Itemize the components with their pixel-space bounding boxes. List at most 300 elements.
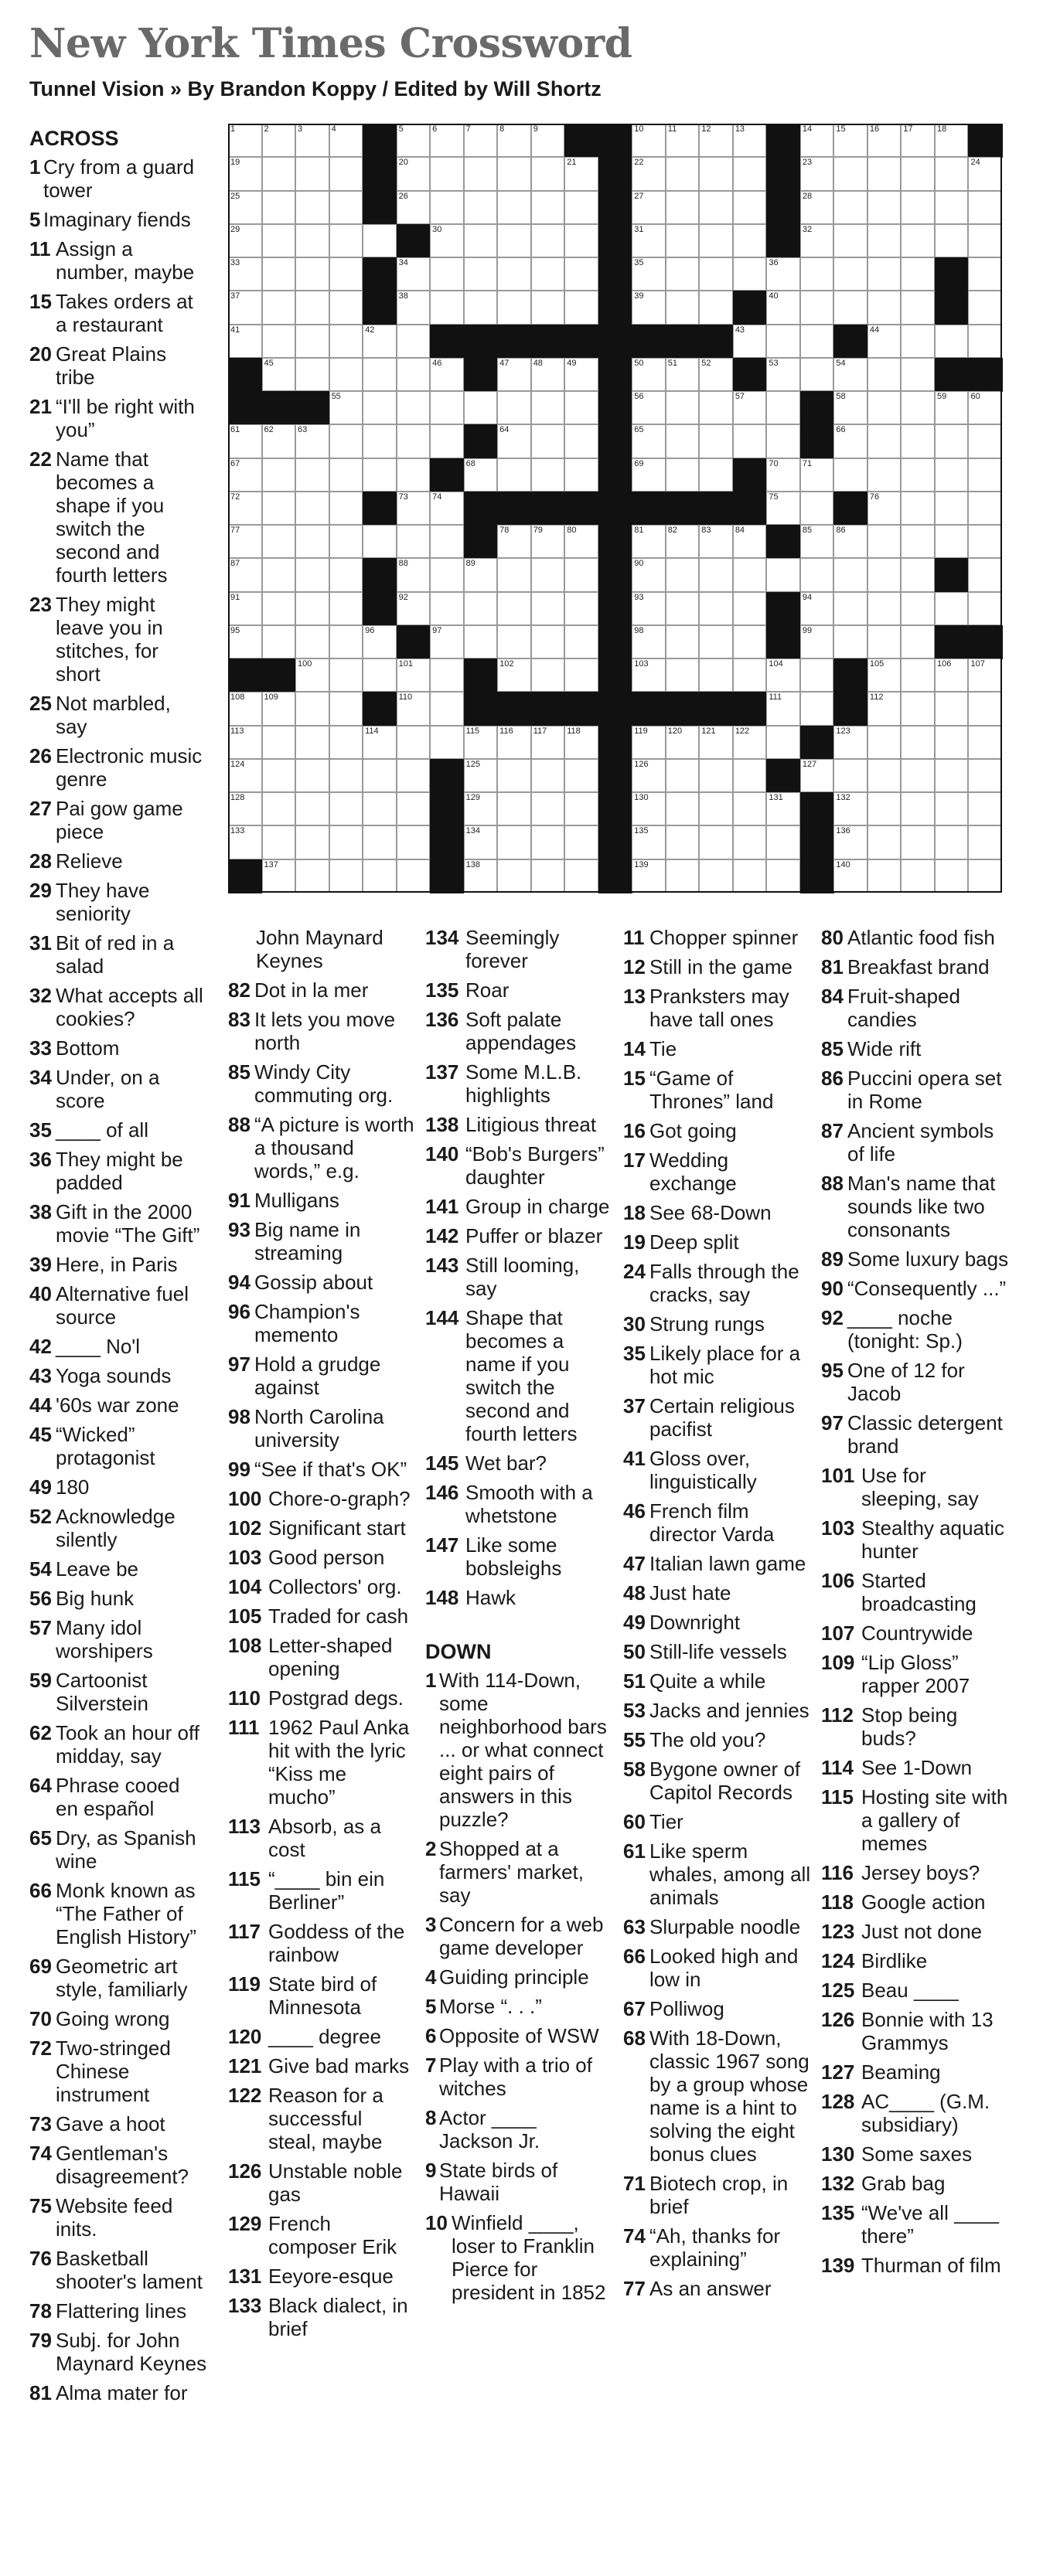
grid-cell[interactable]	[733, 625, 767, 658]
grid-cell[interactable]	[833, 358, 867, 391]
grid-cell[interactable]	[733, 525, 767, 558]
grid-cell[interactable]	[228, 257, 262, 291]
grid-cell[interactable]	[666, 726, 700, 759]
clue-item[interactable]	[228, 2294, 415, 2340]
grid-cell[interactable]	[363, 726, 397, 759]
grid-cell[interactable]	[901, 726, 935, 759]
grid-cell[interactable]	[766, 692, 800, 725]
grid-cell[interactable]	[800, 692, 834, 725]
grid-cell[interactable]	[531, 859, 565, 893]
grid-cell[interactable]	[262, 558, 296, 591]
grid-cell[interactable]	[901, 424, 935, 458]
clue-item[interactable]	[228, 1686, 415, 1710]
clue-item[interactable]	[29, 1036, 207, 1060]
clue-item[interactable]	[821, 1172, 1011, 1241]
grid-cell[interactable]	[329, 525, 363, 558]
clue-item[interactable]	[425, 1113, 611, 1136]
grid-cell[interactable]	[666, 291, 700, 324]
grid-cell[interactable]	[935, 726, 969, 759]
clue-item[interactable]	[425, 2054, 611, 2100]
clue-item[interactable]	[821, 1949, 1011, 1972]
grid-cell[interactable]	[531, 257, 565, 291]
clue-item[interactable]	[228, 1008, 415, 1054]
grid-cell[interactable]	[564, 291, 598, 324]
grid-cell[interactable]	[968, 726, 1002, 759]
grid-cell[interactable]	[363, 458, 397, 492]
grid-cell[interactable]	[430, 726, 464, 759]
clue-item[interactable]	[228, 1487, 415, 1510]
clue-item[interactable]	[425, 1306, 611, 1445]
clue-item[interactable]	[29, 744, 207, 791]
grid-cell[interactable]	[968, 391, 1002, 424]
clue-item[interactable]	[425, 926, 611, 972]
grid-cell[interactable]	[632, 825, 666, 859]
grid-cell[interactable]	[262, 291, 296, 324]
grid-cell[interactable]	[329, 191, 363, 224]
clue-item[interactable]	[623, 1447, 813, 1493]
grid-cell[interactable]	[833, 157, 867, 190]
grid-cell[interactable]	[228, 458, 262, 492]
grid-cell[interactable]	[666, 592, 700, 625]
clue-item[interactable]	[821, 1277, 1011, 1300]
clue-item[interactable]	[29, 1721, 207, 1768]
grid-cell[interactable]	[800, 458, 834, 492]
grid-cell[interactable]	[262, 859, 296, 893]
grid-cell[interactable]	[295, 492, 329, 525]
grid-cell[interactable]	[464, 825, 498, 859]
grid-cell[interactable]	[733, 224, 767, 257]
clue-item[interactable]	[623, 1581, 813, 1604]
grid-cell[interactable]	[733, 191, 767, 224]
clue-item[interactable]	[425, 1995, 611, 2018]
clue-item[interactable]	[228, 1405, 415, 1451]
clue-item[interactable]	[29, 984, 207, 1030]
grid-cell[interactable]	[262, 257, 296, 291]
grid-cell[interactable]	[262, 191, 296, 224]
grid-cell[interactable]	[262, 726, 296, 759]
grid-cell[interactable]	[800, 325, 834, 358]
clue-item[interactable]	[228, 1516, 415, 1540]
grid-cell[interactable]	[531, 792, 565, 825]
clue-item[interactable]	[29, 1148, 207, 1194]
grid-cell[interactable]	[867, 792, 902, 825]
grid-cell[interactable]	[531, 658, 565, 692]
grid-cell[interactable]	[766, 325, 800, 358]
grid-cell[interactable]	[968, 325, 1002, 358]
grid-cell[interactable]	[699, 124, 733, 157]
grid-cell[interactable]	[531, 358, 565, 391]
clue-item[interactable]	[228, 2159, 415, 2206]
clue-item[interactable]	[623, 1945, 813, 1991]
grid-cell[interactable]	[833, 458, 867, 492]
clue-item[interactable]	[425, 2024, 611, 2047]
clue-item[interactable]	[29, 2142, 207, 2188]
clue-item[interactable]	[29, 2007, 207, 2030]
grid-cell[interactable]	[901, 658, 935, 692]
grid-cell[interactable]	[430, 257, 464, 291]
clue-item[interactable]	[821, 1516, 1011, 1563]
grid-cell[interactable]	[531, 825, 565, 859]
clue-item[interactable]	[821, 1464, 1011, 1510]
clue-item[interactable]	[425, 1837, 611, 1907]
grid-cell[interactable]	[699, 558, 733, 591]
grid-cell[interactable]	[935, 157, 969, 190]
clue-item[interactable]	[821, 1979, 1011, 2002]
grid-cell[interactable]	[666, 257, 700, 291]
clue-item[interactable]	[623, 1669, 813, 1693]
grid-cell[interactable]	[564, 424, 598, 458]
clue-item[interactable]	[425, 978, 611, 1002]
grid-cell[interactable]	[766, 792, 800, 825]
grid-cell[interactable]	[699, 358, 733, 391]
clue-item[interactable]	[29, 1423, 207, 1469]
grid-cell[interactable]	[935, 825, 969, 859]
grid-cell[interactable]	[800, 525, 834, 558]
grid-cell[interactable]	[901, 157, 935, 190]
clue-item[interactable]	[29, 1879, 207, 1948]
grid-cell[interactable]	[430, 658, 464, 692]
clue-item[interactable]	[29, 1587, 207, 1610]
clue-item[interactable]	[623, 955, 813, 978]
grid-cell[interactable]	[632, 558, 666, 591]
clue-item[interactable]	[29, 692, 207, 738]
grid-cell[interactable]	[867, 291, 902, 324]
grid-cell[interactable]	[295, 692, 329, 725]
grid-cell[interactable]	[564, 658, 598, 692]
grid-cell[interactable]	[329, 458, 363, 492]
clue-item[interactable]	[228, 1353, 415, 1399]
clue-item[interactable]	[623, 1640, 813, 1663]
grid-cell[interactable]	[262, 358, 296, 391]
grid-cell[interactable]	[397, 124, 431, 157]
clue-item[interactable]	[29, 1669, 207, 1715]
grid-cell[interactable]	[397, 592, 431, 625]
grid-cell[interactable]	[901, 692, 935, 725]
grid-cell[interactable]	[632, 859, 666, 893]
grid-cell[interactable]	[295, 291, 329, 324]
grid-cell[interactable]	[733, 825, 767, 859]
grid-cell[interactable]	[497, 726, 531, 759]
clue-item[interactable]	[228, 1271, 415, 1294]
grid-cell[interactable]	[497, 391, 531, 424]
grid-cell[interactable]	[800, 558, 834, 591]
grid-cell[interactable]	[666, 558, 700, 591]
grid-cell[interactable]	[632, 391, 666, 424]
clue-item[interactable]	[821, 1569, 1011, 1615]
grid-cell[interactable]	[531, 759, 565, 792]
clue-item[interactable]	[623, 1810, 813, 1833]
grid-cell[interactable]	[733, 792, 767, 825]
clue-item[interactable]	[821, 1359, 1011, 1405]
grid-cell[interactable]	[766, 291, 800, 324]
grid-cell[interactable]	[968, 424, 1002, 458]
grid-cell[interactable]	[632, 792, 666, 825]
grid-cell[interactable]	[935, 224, 969, 257]
grid-cell[interactable]	[497, 859, 531, 893]
grid-cell[interactable]	[666, 759, 700, 792]
clue-item[interactable]	[29, 1616, 207, 1662]
grid-cell[interactable]	[935, 759, 969, 792]
clue-item[interactable]	[29, 2037, 207, 2106]
grid-cell[interactable]	[397, 658, 431, 692]
clue-item[interactable]	[29, 1955, 207, 2001]
grid-cell[interactable]	[329, 658, 363, 692]
grid-cell[interactable]	[295, 257, 329, 291]
grid-cell[interactable]	[733, 759, 767, 792]
clue-item[interactable]	[228, 2212, 415, 2258]
grid-cell[interactable]	[833, 558, 867, 591]
clue-item[interactable]	[821, 1247, 1011, 1271]
grid-cell[interactable]	[867, 257, 902, 291]
grid-cell[interactable]	[531, 424, 565, 458]
clue-item[interactable]	[29, 1364, 207, 1387]
grid-cell[interactable]	[766, 257, 800, 291]
grid-cell[interactable]	[531, 592, 565, 625]
grid-cell[interactable]	[699, 424, 733, 458]
grid-cell[interactable]	[901, 625, 935, 658]
grid-cell[interactable]	[833, 525, 867, 558]
clue-item[interactable]	[821, 985, 1011, 1031]
grid-cell[interactable]	[867, 391, 902, 424]
grid-cell[interactable]	[464, 726, 498, 759]
grid-cell[interactable]	[699, 257, 733, 291]
grid-cell[interactable]	[867, 825, 902, 859]
grid-cell[interactable]	[666, 825, 700, 859]
grid-cell[interactable]	[968, 492, 1002, 525]
grid-cell[interactable]	[833, 191, 867, 224]
clue-item[interactable]	[228, 2084, 415, 2153]
clue-item[interactable]	[29, 879, 207, 925]
grid-cell[interactable]	[968, 224, 1002, 257]
grid-cell[interactable]	[430, 558, 464, 591]
grid-cell[interactable]	[867, 157, 902, 190]
grid-cell[interactable]	[464, 391, 498, 424]
grid-cell[interactable]	[329, 558, 363, 591]
grid-cell[interactable]	[800, 157, 834, 190]
grid-cell[interactable]	[295, 191, 329, 224]
clue-item[interactable]	[623, 1230, 813, 1254]
grid-cell[interactable]	[867, 325, 902, 358]
clue-item[interactable]	[228, 1716, 415, 1809]
grid-cell[interactable]	[295, 358, 329, 391]
grid-cell[interactable]	[430, 424, 464, 458]
grid-cell[interactable]	[833, 424, 867, 458]
grid-cell[interactable]	[699, 191, 733, 224]
grid-cell[interactable]	[262, 692, 296, 725]
grid-cell[interactable]	[632, 592, 666, 625]
grid-cell[interactable]	[901, 859, 935, 893]
grid-cell[interactable]	[699, 726, 733, 759]
grid-cell[interactable]	[329, 358, 363, 391]
clue-item[interactable]	[29, 931, 207, 978]
grid-cell[interactable]	[901, 492, 935, 525]
grid-cell[interactable]	[833, 257, 867, 291]
clue-item[interactable]	[29, 1505, 207, 1551]
grid-cell[interactable]	[295, 726, 329, 759]
grid-cell[interactable]	[464, 759, 498, 792]
grid-cell[interactable]	[564, 592, 598, 625]
grid-cell[interactable]	[867, 424, 902, 458]
grid-cell[interactable]	[397, 424, 431, 458]
clue-item[interactable]	[29, 1826, 207, 1873]
grid-cell[interactable]	[800, 759, 834, 792]
grid-cell[interactable]	[666, 658, 700, 692]
clue-item[interactable]	[623, 1499, 813, 1546]
grid-cell[interactable]	[632, 291, 666, 324]
grid-cell[interactable]	[800, 291, 834, 324]
clue-item[interactable]	[425, 1195, 611, 1218]
clue-item[interactable]	[425, 2211, 611, 2304]
clue-item[interactable]	[623, 2172, 813, 2218]
clue-item[interactable]	[425, 1533, 611, 1580]
clue-item[interactable]	[228, 1575, 415, 1598]
grid-cell[interactable]	[228, 325, 262, 358]
clue-item[interactable]	[623, 1839, 813, 1909]
clue-item[interactable]	[623, 1037, 813, 1060]
grid-cell[interactable]	[833, 825, 867, 859]
grid-cell[interactable]	[228, 726, 262, 759]
grid-cell[interactable]	[397, 859, 431, 893]
grid-cell[interactable]	[699, 157, 733, 190]
grid-cell[interactable]	[430, 224, 464, 257]
grid-cell[interactable]	[228, 625, 262, 658]
clue-item[interactable]	[821, 2254, 1011, 2277]
grid-cell[interactable]	[935, 191, 969, 224]
grid-cell[interactable]	[295, 157, 329, 190]
grid-cell[interactable]	[968, 825, 1002, 859]
grid-cell[interactable]	[733, 391, 767, 424]
grid-cell[interactable]	[867, 191, 902, 224]
grid-cell[interactable]	[497, 257, 531, 291]
grid-cell[interactable]	[935, 792, 969, 825]
grid-cell[interactable]	[699, 291, 733, 324]
clue-item[interactable]	[29, 342, 207, 389]
clue-item[interactable]	[623, 1201, 813, 1224]
grid-cell[interactable]	[295, 625, 329, 658]
clue-item[interactable]	[29, 447, 207, 587]
grid-cell[interactable]	[833, 859, 867, 893]
clue-item[interactable]	[29, 2329, 207, 2375]
grid-cell[interactable]	[262, 525, 296, 558]
grid-cell[interactable]	[363, 792, 397, 825]
clue-item[interactable]	[228, 1300, 415, 1346]
grid-cell[interactable]	[766, 658, 800, 692]
grid-cell[interactable]	[867, 726, 902, 759]
grid-cell[interactable]	[295, 825, 329, 859]
grid-cell[interactable]	[632, 124, 666, 157]
grid-cell[interactable]	[833, 124, 867, 157]
clue-item[interactable]	[425, 2106, 611, 2152]
grid-cell[interactable]	[430, 124, 464, 157]
grid-cell[interactable]	[800, 492, 834, 525]
grid-cell[interactable]	[564, 558, 598, 591]
grid-cell[interactable]	[867, 525, 902, 558]
grid-cell[interactable]	[833, 759, 867, 792]
grid-cell[interactable]	[464, 592, 498, 625]
grid-cell[interactable]	[632, 224, 666, 257]
grid-cell[interactable]	[397, 525, 431, 558]
grid-cell[interactable]	[901, 525, 935, 558]
grid-cell[interactable]	[833, 592, 867, 625]
clue-item[interactable]	[623, 2026, 813, 2166]
grid-cell[interactable]	[901, 257, 935, 291]
grid-cell[interactable]	[901, 358, 935, 391]
grid-cell[interactable]	[901, 224, 935, 257]
clue-item[interactable]	[821, 926, 1011, 949]
clue-item[interactable]	[821, 1306, 1011, 1353]
grid-cell[interactable]	[262, 492, 296, 525]
grid-cell[interactable]	[262, 458, 296, 492]
grid-cell[interactable]	[564, 625, 598, 658]
grid-cell[interactable]	[968, 525, 1002, 558]
grid-cell[interactable]	[295, 124, 329, 157]
grid-cell[interactable]	[733, 726, 767, 759]
crossword-grid[interactable]	[228, 124, 1002, 893]
clue-item[interactable]	[623, 1699, 813, 1722]
clue-item[interactable]	[29, 208, 207, 231]
grid-cell[interactable]	[867, 558, 902, 591]
grid-cell[interactable]	[464, 558, 498, 591]
clue-item[interactable]	[228, 1920, 415, 1966]
grid-cell[interactable]	[766, 825, 800, 859]
clue-item[interactable]	[623, 1758, 813, 1804]
grid-cell[interactable]	[901, 325, 935, 358]
clue-item[interactable]	[228, 1604, 415, 1628]
grid-cell[interactable]	[632, 759, 666, 792]
grid-cell[interactable]	[295, 424, 329, 458]
grid-cell[interactable]	[497, 592, 531, 625]
grid-cell[interactable]	[833, 726, 867, 759]
grid-cell[interactable]	[632, 358, 666, 391]
clue-item[interactable]	[228, 1458, 415, 1481]
clue-item[interactable]	[623, 2277, 813, 2300]
grid-cell[interactable]	[329, 325, 363, 358]
grid-cell[interactable]	[867, 358, 902, 391]
grid-cell[interactable]	[531, 157, 565, 190]
grid-cell[interactable]	[564, 224, 598, 257]
grid-cell[interactable]	[397, 257, 431, 291]
grid-cell[interactable]	[464, 625, 498, 658]
clue-item[interactable]	[821, 1861, 1011, 1884]
grid-cell[interactable]	[497, 224, 531, 257]
clue-item[interactable]	[29, 1282, 207, 1329]
clue-item[interactable]	[228, 1113, 415, 1183]
clue-item[interactable]	[821, 2142, 1011, 2166]
grid-cell[interactable]	[632, 625, 666, 658]
clue-item[interactable]	[623, 1342, 813, 1388]
clue-item[interactable]	[228, 978, 415, 1002]
clue-item[interactable]	[821, 1067, 1011, 1113]
grid-cell[interactable]	[295, 759, 329, 792]
grid-cell[interactable]	[329, 391, 363, 424]
clue-item[interactable]	[623, 1915, 813, 1938]
grid-cell[interactable]	[531, 391, 565, 424]
grid-cell[interactable]	[430, 592, 464, 625]
grid-cell[interactable]	[699, 592, 733, 625]
clue-item[interactable]	[29, 1118, 207, 1142]
grid-cell[interactable]	[800, 358, 834, 391]
grid-cell[interactable]	[363, 224, 397, 257]
grid-cell[interactable]	[497, 825, 531, 859]
grid-cell[interactable]	[800, 592, 834, 625]
clue-item[interactable]	[29, 155, 207, 202]
clue-item[interactable]	[228, 1546, 415, 1569]
grid-cell[interactable]	[397, 492, 431, 525]
grid-cell[interactable]	[430, 391, 464, 424]
grid-cell[interactable]	[901, 291, 935, 324]
grid-cell[interactable]	[968, 759, 1002, 792]
grid-cell[interactable]	[329, 792, 363, 825]
